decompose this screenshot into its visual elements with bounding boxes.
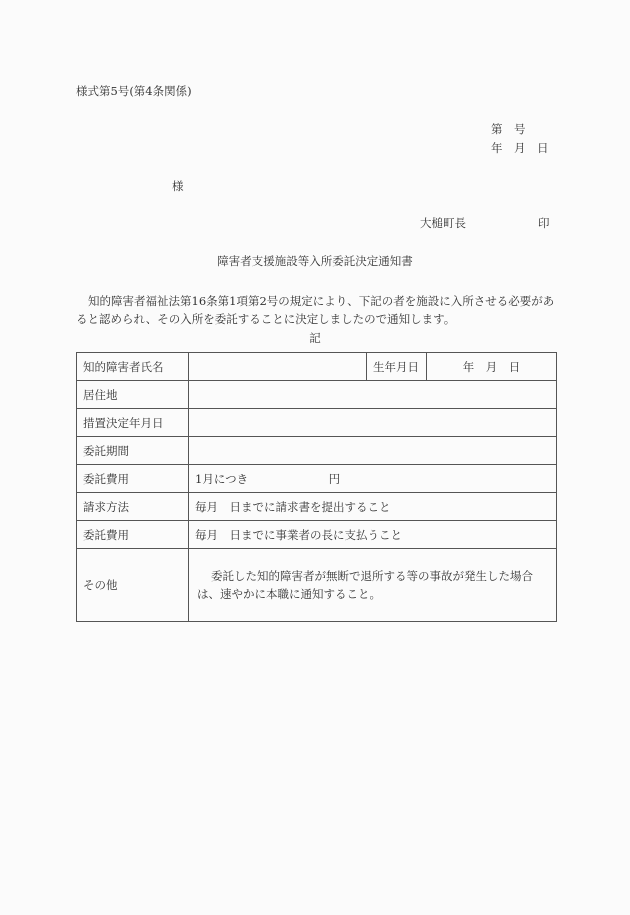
- billing-field[interactable]: 毎月 日までに請求書を提出すること: [189, 493, 557, 521]
- table-row-fee: [77, 465, 557, 493]
- residence-field[interactable]: [189, 381, 557, 409]
- table-row-residence: [77, 381, 557, 409]
- document-date-line: 年 月 日: [491, 141, 549, 155]
- row-label: 委託費用: [77, 465, 189, 493]
- table-row-payment: [77, 521, 557, 549]
- table-row-billing: [77, 493, 557, 521]
- row-label: 委託期間: [77, 437, 189, 465]
- name-field[interactable]: [189, 353, 367, 381]
- table-row-period: [77, 437, 557, 465]
- addressee-honorific: 様: [172, 179, 184, 193]
- dob-field[interactable]: 年 月 日: [427, 353, 557, 381]
- table-row-other: [77, 549, 557, 622]
- table-row-decision-date: [77, 409, 557, 437]
- row-label: 居住地: [77, 381, 189, 409]
- issuer-name: 大槌町長: [420, 216, 466, 230]
- payment-field[interactable]: 毎月 日までに事業者の長に支払うこと: [189, 521, 557, 549]
- row-label: 措置決定年月日: [77, 409, 189, 437]
- fee-field[interactable]: 1月につき 円: [189, 465, 557, 493]
- document-title: 障害者支援施設等入所委託決定通知書: [217, 254, 413, 268]
- row-label: 委託費用: [77, 521, 189, 549]
- ki-heading: 記: [309, 331, 321, 345]
- decision-date-field[interactable]: [189, 409, 557, 437]
- dob-label: 生年月日: [367, 353, 427, 381]
- body-paragraph: 知的障害者福祉法第16条第1項第2号の規定により、下記の者を施設に入所させる必要があると認められ、その入所を委託することに決定しましたので通知します。: [76, 294, 555, 326]
- other-notes: 委託した知的障害者が無断で退所する等の事故が発生した場合は、速やかに本職に通知すること。: [189, 549, 557, 622]
- table-row-name: [77, 353, 557, 381]
- row-label: 知的障害者氏名: [77, 353, 189, 381]
- row-label: 請求方法: [77, 493, 189, 521]
- period-field[interactable]: [189, 437, 557, 465]
- document-number-line: 第 号: [491, 122, 526, 136]
- form-number-label: 様式第5号(第4条関係): [76, 84, 192, 98]
- row-label: その他: [77, 549, 189, 622]
- details-table: [76, 352, 557, 622]
- seal-mark: 印: [538, 216, 550, 230]
